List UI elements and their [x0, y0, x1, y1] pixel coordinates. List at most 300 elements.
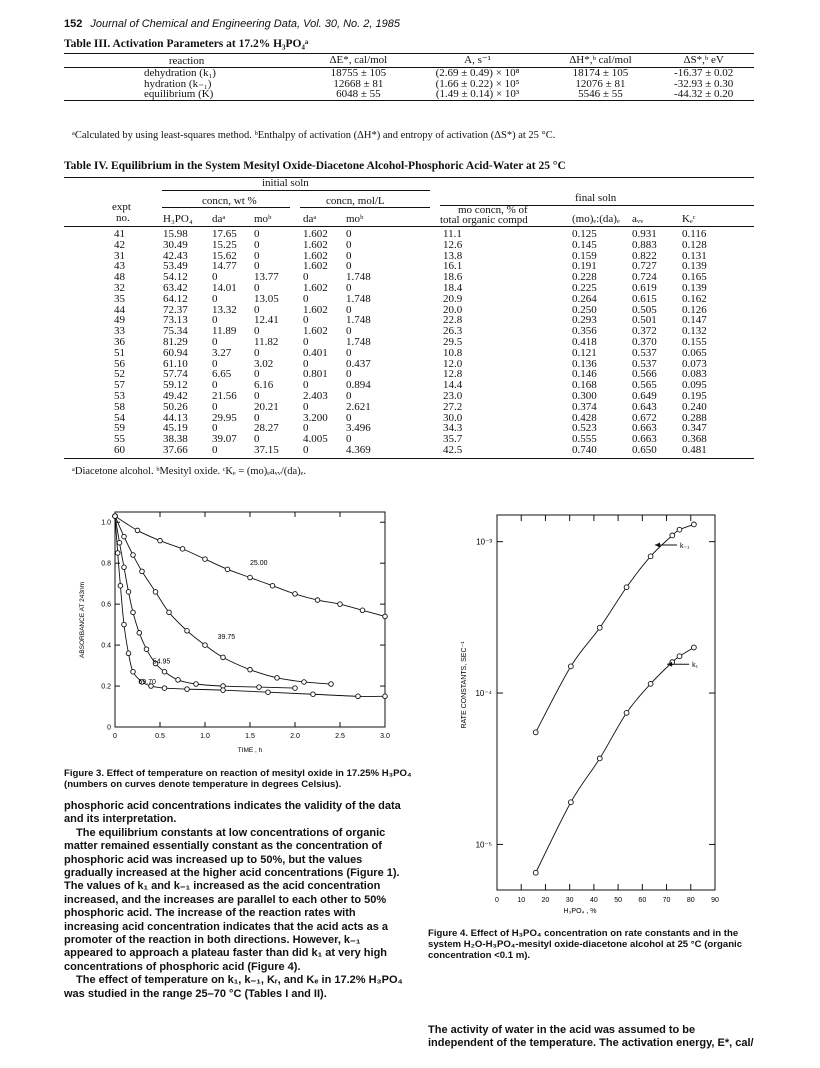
fig4-point: [533, 730, 538, 735]
t4-cell: 0: [303, 357, 309, 370]
t4-cell: 0: [346, 282, 352, 294]
t4-final-soln: final soln: [575, 192, 617, 204]
t4-cell: 14.4: [443, 379, 463, 392]
t4-cell: 0.374: [572, 400, 597, 413]
fig4-ytick-label: 10⁻³: [476, 537, 492, 547]
t4-cell: 73.13: [163, 314, 188, 327]
fig3-point: [311, 692, 316, 697]
fig3-ytick-label: 0: [107, 724, 111, 732]
fig3-point: [203, 557, 208, 562]
fig3-point: [131, 669, 136, 674]
t4-cell: 0.128: [682, 238, 707, 251]
fig3-point: [162, 686, 167, 691]
t4-cell: 13.8: [443, 249, 463, 262]
t4-cell: 28.27: [254, 422, 279, 435]
t4-mol: concn, mol/L: [326, 195, 385, 207]
t4-cell: 52: [114, 368, 125, 381]
t4-cell: 0: [303, 400, 309, 413]
t4-cell: 26.3: [443, 325, 463, 338]
t4-cell: 0: [346, 390, 352, 402]
body-text-right: [428, 1024, 758, 1051]
table4-footnote: ᵃDiacetone alcohol. ᵇMesityl oxide. ᶜKₑ = (mo)ₑaᵥᵥ/(da)ₑ.: [72, 466, 306, 477]
t4-cell: 49.42: [163, 390, 188, 402]
t4-col-header: Kₑᶜ: [682, 213, 696, 225]
t4-cell: 1.748: [346, 271, 371, 284]
fig3-ytick-label: 1.0: [101, 519, 111, 527]
t4-cell: 0.822: [632, 249, 657, 262]
t4-cell: 18.4: [443, 282, 463, 294]
t4-cell: 56: [114, 357, 125, 370]
fig3-point: [117, 540, 122, 545]
t4-cell: 0: [254, 303, 260, 316]
fig4-point: [648, 554, 653, 559]
t4-cell: 0.555: [572, 433, 597, 446]
t4-cell: 1.602: [303, 282, 328, 294]
t4-col-header: (mo)ₑ:(da)ₑ: [572, 213, 620, 225]
t4-cell: 60.94: [163, 346, 188, 359]
t4-cell: 2.621: [346, 400, 371, 413]
t3-cell: (1.49 ± 0.14) × 10³: [435, 88, 520, 101]
fig3-point: [338, 602, 343, 607]
t4-cell: 0.116: [682, 228, 707, 240]
fig4-point: [677, 654, 682, 659]
fig3-xtick-label: 0: [113, 733, 117, 740]
fig4-point: [624, 585, 629, 590]
t4-cell: 57: [114, 379, 125, 392]
t4-initial-rule: [162, 190, 430, 191]
fig3-point: [176, 678, 181, 683]
t4-wt: concn, wt %: [202, 195, 257, 207]
fig4-point: [624, 710, 629, 715]
t4-cell: 0: [254, 390, 260, 402]
fig3-point: [293, 686, 298, 691]
fig4-axes: [475, 515, 719, 904]
fig3-axes: [101, 512, 390, 740]
t3-cell: -32.93 ± 0.30: [674, 77, 734, 90]
t4-cell: 0.672: [632, 411, 657, 424]
figure3-caption: Figure 3. Effect of temperature on reaction of mesityl oxide in 17.25% H₃PO₄ (numbers on curves denote temperature in degrees Celsius).: [64, 768, 412, 790]
t4-cell: 0.663: [632, 433, 657, 446]
t4-cell: 0.894: [346, 379, 371, 392]
fig3-point: [329, 682, 334, 687]
fig4-frame: [497, 515, 715, 890]
t4-cell: 0: [212, 292, 218, 305]
t4-cell: 11.82: [254, 336, 279, 348]
t4-cell: 35: [114, 292, 125, 305]
fig3-point: [180, 547, 185, 552]
t4-cell: 0.724: [632, 271, 657, 284]
t4-cell: 0: [212, 400, 218, 413]
t4-cell: 0: [254, 282, 260, 294]
t4-cell: 42: [114, 238, 125, 251]
fig4-xtick-label: 50: [614, 897, 623, 904]
fig3-xtick-label: 2.5: [335, 733, 345, 740]
fig3-series-line: [115, 516, 295, 688]
t4-cell: 0: [212, 336, 218, 348]
t4-cell: 75.34: [163, 325, 188, 338]
t4-cell: 0: [254, 325, 260, 338]
t4-cell: 0.264: [572, 292, 597, 305]
t4-mol-rule: [300, 207, 430, 208]
t4-cell: 0.566: [632, 368, 657, 381]
t4-cell: 42.5: [443, 444, 463, 456]
t4-cell: 0: [254, 433, 260, 446]
fig3-point: [315, 598, 320, 603]
t3-cell: hydration (k₋₁): [144, 77, 212, 90]
t4-cell: 1.602: [303, 303, 328, 316]
fig3-series-label: 39.75: [217, 633, 236, 641]
t4-cell: 13.32: [212, 303, 237, 316]
figure4-caption: Figure 4. Effect of H₃PO₄ concentration on rate constants and in the system H₂O-H₃PO₄-mesityl oxide-diacetone alcohol at 25 °C (organic concentration <0.1 m).: [428, 928, 743, 961]
fig3-point: [126, 651, 131, 656]
fig3-point: [131, 610, 136, 615]
t4-cell: 14.01: [212, 282, 237, 294]
t4-cell: 0.250: [572, 303, 597, 316]
t4-cell: 0.126: [682, 303, 707, 316]
t4-header-rule: [64, 226, 754, 227]
t4-cell: 1.602: [303, 325, 328, 338]
fig4-series-label: k₁: [692, 662, 698, 670]
t3-cell: (2.69 ± 0.49) × 10⁸: [435, 66, 520, 79]
t4-cell: 0.147: [682, 314, 707, 327]
t4-cell: 37.66: [163, 444, 188, 456]
t4-cell: 0.288: [682, 411, 707, 424]
fig3-point: [185, 628, 190, 633]
t4-cell: 0: [303, 422, 309, 435]
t4-cell: 6.16: [254, 379, 274, 392]
t4-cell: 12.6: [443, 238, 463, 251]
fig4-series-line: [536, 524, 694, 732]
t4-cell: 81.29: [163, 336, 188, 348]
t4-no: no.: [116, 212, 130, 224]
table-row: [64, 89, 754, 100]
t4-cell: 11.89: [212, 325, 237, 338]
t4-cell: 18.6: [443, 271, 463, 284]
fig3-point: [126, 590, 131, 595]
t4-cell: 30.0: [443, 411, 463, 424]
t4-cell: 0: [212, 379, 218, 392]
fig3-ytick-label: 0.6: [101, 601, 111, 609]
t4-cell: 0: [346, 249, 352, 262]
fig4-series-label: k₋₁: [679, 543, 690, 551]
t4-cell: 57.74: [163, 368, 188, 381]
t4-cell: 0.931: [632, 228, 657, 240]
t4-cell: 0.228: [572, 271, 597, 284]
t4-cell: 0: [212, 271, 218, 284]
t4-cell: 0: [254, 249, 260, 262]
fig3-point: [194, 682, 199, 687]
fig3-point: [131, 553, 136, 558]
t4-cell: 0.727: [632, 260, 657, 273]
t4-cell: 17.65: [212, 228, 237, 240]
fig4-point: [670, 533, 675, 538]
t3-col-de: ΔE*, cal/mol: [329, 54, 388, 66]
fig4-ytick-label: 10⁻⁵: [475, 840, 492, 850]
t4-cell: 15.25: [212, 238, 237, 251]
t4-cell: 55: [114, 433, 125, 446]
t4-cell: 0.065: [682, 346, 707, 359]
t4-col-header: moᵇ: [254, 213, 272, 225]
t4-cell: 0.740: [572, 444, 597, 456]
t4-cell: 0.073: [682, 357, 707, 370]
t4-cell: 58: [114, 400, 125, 413]
fig4-xtick-label: 20: [541, 897, 550, 904]
t4-cell: 15.98: [163, 228, 188, 240]
t4-cell: 4.005: [303, 433, 328, 446]
t4-cell: 1.602: [303, 238, 328, 251]
fig3-point: [122, 534, 127, 539]
journal-name: Journal of Chemical and Engineering Data, Vol. 30, No. 2, 1985: [90, 18, 400, 30]
t4-cell: 0.155: [682, 336, 707, 348]
t4-cell: 33: [114, 325, 125, 338]
fig3-ytick-label: 0.4: [101, 642, 111, 650]
fig4-point: [568, 800, 573, 805]
t4-cell: 3.496: [346, 422, 371, 435]
t4-cell: 49: [114, 314, 125, 327]
t4-cell: 0.139: [682, 260, 707, 273]
t4-cell: 0: [254, 411, 260, 424]
t4-cell: 0.619: [632, 282, 657, 294]
t4-cell: 0.370: [632, 336, 657, 348]
t3-col-a: A, s⁻¹: [464, 54, 491, 66]
t4-cell: 0: [346, 238, 352, 251]
fig4-point: [692, 522, 697, 527]
fig3-point: [167, 610, 172, 615]
fig3-point: [356, 694, 361, 699]
t4-expt: expt: [112, 201, 131, 213]
t4-mo2: total organic compd: [440, 214, 528, 226]
fig3-point: [225, 567, 230, 572]
t4-cell: 0.131: [682, 249, 707, 262]
fig3-xtick-label: 3.0: [380, 733, 390, 740]
fig3-series: [113, 514, 388, 699]
t4-cell: 44.13: [163, 411, 188, 424]
t4-mo1: mo concn, % of: [458, 204, 528, 216]
t4-cell: 30.49: [163, 238, 188, 251]
fig3-point: [248, 667, 253, 672]
t4-cell: 32: [114, 282, 125, 294]
fig3-point: [135, 528, 140, 533]
t4-cell: 16.1: [443, 260, 463, 273]
t4-cell: 6.65: [212, 368, 232, 381]
t4-cell: 0: [346, 411, 352, 424]
fig3-point: [203, 643, 208, 648]
t3-cell: -44.32 ± 0.20: [674, 88, 734, 101]
t4-cell: 12.41: [254, 314, 279, 327]
t3-col-ds: ΔS*,ᵇ eV: [683, 54, 724, 66]
table4-caption: Table IV. Equilibrium in the System Mesityl Oxide-Diacetone Alcohol-Phosphoric Acid-Water at 25 °C: [64, 160, 566, 172]
t4-cell: 54.12: [163, 271, 188, 284]
t4-cell: 43: [114, 260, 125, 273]
t4-cell: 20.21: [254, 400, 279, 413]
t4-cell: 0: [212, 314, 218, 327]
t4-cell: 48: [114, 271, 125, 284]
fig3-point: [248, 575, 253, 580]
t4-cell: 0.293: [572, 314, 597, 327]
t4-cell: 0.356: [572, 325, 597, 338]
t3-cell: equilibrium (K): [144, 88, 214, 101]
t4-cell: 22.8: [443, 314, 463, 327]
t4-cell: 0.168: [572, 379, 597, 392]
fig4-point: [597, 756, 602, 761]
t4-cell: 0: [303, 379, 309, 392]
t4-cell: 0.505: [632, 303, 657, 316]
fig3-point: [383, 694, 388, 699]
fig4-xtick-label: 80: [686, 897, 695, 904]
t4-cell: 0: [346, 325, 352, 338]
fig3-xtick-label: 0.5: [155, 733, 165, 740]
t4-cell: 0: [346, 346, 352, 359]
t4-cell: 53: [114, 390, 125, 402]
t4-cell: 0.537: [632, 346, 657, 359]
fig3-point: [137, 631, 142, 636]
t4-col-header: daᵃ: [303, 213, 317, 225]
t4-cell: 0: [346, 260, 352, 273]
t4-cell: 0: [254, 260, 260, 273]
t4-cell: 0.368: [682, 433, 707, 446]
t4-cell: 0.132: [682, 325, 707, 338]
fig4-series: [533, 522, 698, 875]
fig3-point: [383, 614, 388, 619]
t4-cell: 0.437: [346, 357, 371, 370]
fig3-point: [266, 690, 271, 695]
page-number: 152: [64, 18, 83, 30]
t4-cell: 0.139: [682, 282, 707, 294]
t4-cell: 42.43: [163, 249, 188, 262]
t4-cell: 21.56: [212, 390, 237, 402]
fig3-series-label: 25.00: [250, 560, 268, 568]
fig3-xtick-label: 1.0: [200, 733, 210, 740]
t4-cell: 0.195: [682, 390, 707, 402]
t4-cell: 0.537: [632, 357, 657, 370]
t4-cell: 12.8: [443, 368, 463, 381]
t4-cell: 31: [114, 249, 125, 262]
fig4-point: [692, 645, 697, 650]
body-text-left: [64, 800, 406, 1001]
fig3-point: [185, 687, 190, 692]
t4-cell: 53.49: [163, 260, 188, 273]
t4-cell: 29.5: [443, 336, 463, 348]
fig3-point: [144, 647, 149, 652]
fig4-xtick-label: 40: [589, 897, 598, 904]
t3-cell: 5546 ± 55: [578, 88, 623, 101]
t4-cell: 0.083: [682, 368, 707, 381]
fig4-xtick-label: 60: [638, 897, 647, 904]
t4-cell: 0: [303, 314, 309, 327]
fig3-point: [275, 676, 280, 681]
t4-cell: 0.663: [632, 422, 657, 435]
t3-col-reaction: reaction: [168, 55, 205, 67]
table3-footnote: ᵃCalculated by using least-squares method. ᵇEnthalpy of activation (ΔH*) and entropy of activation (ΔS*) at 25 °C.: [72, 130, 556, 141]
t3-col-dh: ΔH*,ᵇ cal/mol: [569, 54, 632, 66]
fig4-ylabel: RATE CONSTANTS, SEC⁻¹: [461, 641, 468, 729]
t4-cell: 0.146: [572, 368, 597, 381]
t4-cell: 54: [114, 411, 125, 424]
t3-cell: -16.37 ± 0.02: [674, 66, 734, 79]
fig3-ytick-label: 0.8: [101, 560, 111, 568]
fig3-point: [221, 655, 226, 660]
running-header: [64, 18, 400, 30]
t4-cell: 1.748: [346, 314, 371, 327]
paragraph: The activity of water in the acid was assumed to be independent of the temperature. The activation energy, E*, cal/: [428, 1024, 754, 1050]
fig3-point: [162, 669, 167, 674]
t4-cell: 0: [212, 357, 218, 370]
fig3-ylabel: ABSORBANCE AT 243nm: [79, 582, 86, 658]
t4-cell: 0.649: [632, 390, 657, 402]
fig3-point: [153, 590, 158, 595]
fig4-xtick-label: 70: [662, 897, 671, 904]
t4-cell: 0.095: [682, 379, 707, 392]
t3-cell: 18755 ± 105: [330, 66, 387, 79]
t4-cell: 0: [346, 368, 352, 381]
t4-cell: 0.145: [572, 238, 597, 251]
fig3-frame: [115, 512, 385, 727]
t4-cell: 0.650: [632, 444, 657, 456]
table3: [64, 53, 754, 101]
t4-cell: 0: [254, 368, 260, 381]
t4-cell: 59.12: [163, 379, 188, 392]
fig3-xtick-label: 2.0: [290, 733, 300, 740]
t4-cell: 0.428: [572, 411, 597, 424]
t4-cell: 0.191: [572, 260, 597, 273]
t3-cell: 12076 ± 81: [575, 77, 626, 90]
t4-cell: 63.42: [163, 282, 188, 294]
t4-cell: 51: [114, 346, 125, 359]
t4-cell: 0: [254, 238, 260, 251]
t4-cell: 72.37: [163, 303, 188, 316]
t4-cell: 0.615: [632, 292, 657, 305]
fig4-label-arrowhead: [655, 543, 660, 548]
t4-cell: 0.165: [682, 271, 707, 284]
fig4-xlabel: H₃PO₄ , %: [563, 908, 597, 915]
t4-cell: 2.403: [303, 390, 328, 402]
figure3-chart: [70, 500, 405, 765]
fig3-point: [293, 592, 298, 597]
t4-initial-soln: initial soln: [262, 177, 309, 189]
t3-cell: 12668 ± 81: [333, 77, 384, 90]
t4-cell: 1.748: [346, 336, 371, 348]
table-row: [64, 67, 754, 78]
t4-cell: 0: [254, 346, 260, 359]
t4-col-header: moᵇ: [346, 213, 364, 225]
fig4-xtick-label: 30: [565, 897, 574, 904]
paragraph: The equilibrium constants at low concentrations of organic matter remained essentially constant as the concentration of phosphoric acid was increased up to 50%, but the values gradually increased at the higher acid concentrations (Figure 1). The values of k₁ and k₋₁ increased as the acid concentration increased, and the increases are parallel to each other to 50% phosphoric acid. The increase of the reaction rates with increasing acid concentration indicates that the acid acts as a promoter of the reaction in both directions. However, k₋₁ appeared to approach a plateau faster than did k₁ at very high concentrations of phosphoric acid (Figure 4).: [64, 826, 400, 973]
fig3-point: [115, 551, 120, 556]
t4-cell: 59: [114, 422, 125, 435]
t4-cell: 39.07: [212, 433, 237, 446]
t4-cell: 0.481: [682, 444, 707, 456]
t4-col-header: aᵥᵥ: [632, 213, 644, 225]
t4-cell: 0.347: [682, 422, 707, 435]
t4-cell: 23.0: [443, 390, 463, 402]
t4-cell: 36: [114, 336, 125, 348]
fig4-series-line: [536, 647, 694, 872]
fig4-xtick-label: 0: [495, 897, 499, 904]
fig3-point: [118, 583, 123, 588]
t4-bottom-rule: [64, 458, 754, 459]
t4-cell: 0.300: [572, 390, 597, 402]
t4-cell: 0.225: [572, 282, 597, 294]
t3-cell: 18174 ± 105: [572, 66, 629, 79]
t4-cell: 64.12: [163, 292, 188, 305]
t4-cell: 10.8: [443, 346, 463, 359]
fig3-point: [360, 608, 365, 613]
fig4-xtick-label: 90: [711, 897, 719, 904]
table4-top-rule: [64, 177, 754, 178]
t4-col-header: H₃PO₄: [163, 213, 193, 225]
t4-cell: 37.15: [254, 444, 279, 456]
t4-cell: 11.1: [443, 228, 462, 240]
